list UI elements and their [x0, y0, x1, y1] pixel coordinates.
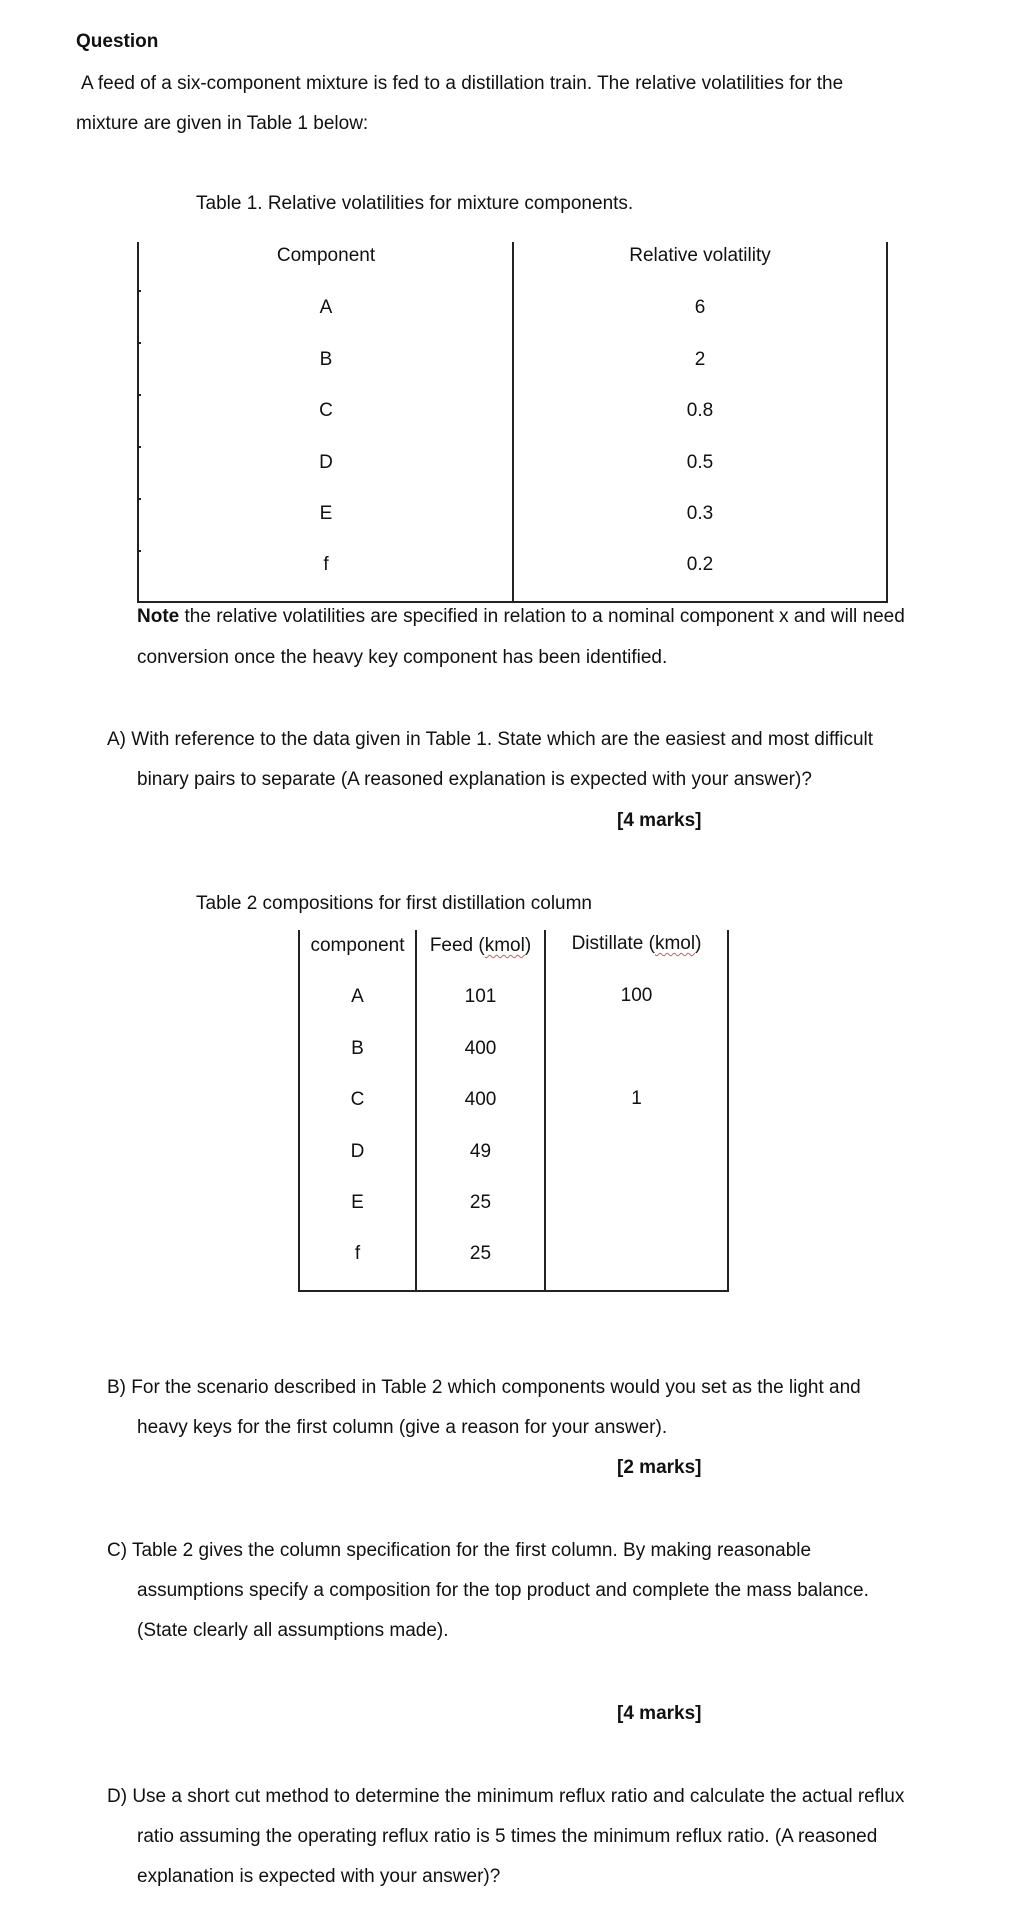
table1-cell-volatility: 0.8 [686, 400, 714, 421]
table1-note [137, 605, 905, 629]
part-d-line-1: D) Use a short cut method to determine the minimum reflux ratio and calculate the actual reflux [107, 1786, 905, 1807]
table2-cell-feed: 101 [464, 986, 497, 1007]
part-c-marks: [4 marks] [617, 1703, 702, 1724]
table1-note-line-2: conversion once the heavy key component has been identified. [137, 647, 668, 668]
table1-cell-volatility: 0.2 [686, 554, 714, 575]
part-d-line-3: explanation is expected with your answer)? [137, 1866, 501, 1887]
table2-header-component: component [310, 935, 405, 956]
table2-cell-component: B [351, 1038, 364, 1059]
part-c-line-1: C) Table 2 gives the column specification for the first column. By making reasonable [107, 1540, 812, 1561]
table2-cell-feed: 25 [469, 1243, 492, 1264]
question-heading: Question [76, 31, 159, 52]
table1-cell-component: D [319, 452, 333, 473]
table2-cell-component: f [354, 1243, 361, 1264]
table2-cell-component: A [351, 986, 364, 1007]
table2-header-feed: Feed (kmol) [429, 935, 532, 956]
part-a-line-2: binary pairs to separate (A reasoned explanation is expected with your answer)? [137, 769, 812, 790]
intro-line-2: mixture are given in Table 1 below: [76, 113, 369, 134]
table2-cell-feed: 49 [469, 1141, 492, 1162]
table1-cell-component: C [319, 400, 333, 421]
table1-header-component: Component [276, 245, 376, 266]
table1-cell-volatility: 0.5 [686, 452, 714, 473]
table2-header-distillate: Distillate (kmol) [571, 933, 702, 954]
note-text: the relative volatilities are specified in relation to a nominal component x and will need [179, 606, 905, 627]
table1-cell-component: f [323, 554, 329, 575]
part-b-line-2: heavy keys for the first column (give a reason for your answer). [137, 1417, 668, 1438]
table2-caption: Table 2 compositions for first distillation column [196, 893, 593, 914]
part-a-line-1: A) With reference to the data given in Table 1. State which are the easiest and most difficult [107, 729, 874, 750]
table1-cell-component: B [319, 349, 333, 370]
table2-cell-component: C [350, 1089, 365, 1110]
table2-cell-feed: 400 [464, 1089, 497, 1110]
table2-cell-distillate: 100 [620, 985, 653, 1006]
table2-cell-component: D [350, 1141, 365, 1162]
table2-cell-component: E [351, 1192, 364, 1213]
part-c-line-3: (State clearly all assumptions made). [137, 1620, 449, 1641]
table1-caption: Table 1. Relative volatilities for mixture components. [196, 193, 634, 214]
intro-line-1: A feed of a six-component mixture is fed to a distillation train. The relative volatilities for the [81, 73, 844, 94]
part-b-marks: [2 marks] [617, 1457, 702, 1478]
note-label: Note [137, 606, 180, 627]
table2-cell-feed: 400 [464, 1038, 497, 1059]
part-c-line-2: assumptions specify a composition for the top product and complete the mass balance. [137, 1580, 869, 1601]
table1-cell-volatility: 6 [694, 297, 706, 318]
part-a-marks: [4 marks] [617, 810, 702, 831]
part-d-line-2: ratio assuming the operating reflux ratio is 5 times the minimum reflux ratio. (A reasoned [137, 1826, 878, 1847]
part-b-line-1: B) For the scenario described in Table 2 which components would you set as the light and [107, 1377, 861, 1398]
table1-header-volatility: Relative volatility [629, 245, 771, 266]
table1-cell-volatility: 2 [694, 349, 706, 370]
table1-cell-volatility: 0.3 [686, 503, 714, 524]
table2-cell-distillate: 1 [631, 1088, 642, 1109]
table2-cell-feed: 25 [469, 1192, 492, 1213]
table1-cell-component: A [319, 297, 333, 318]
table1-cell-component: E [319, 503, 333, 524]
